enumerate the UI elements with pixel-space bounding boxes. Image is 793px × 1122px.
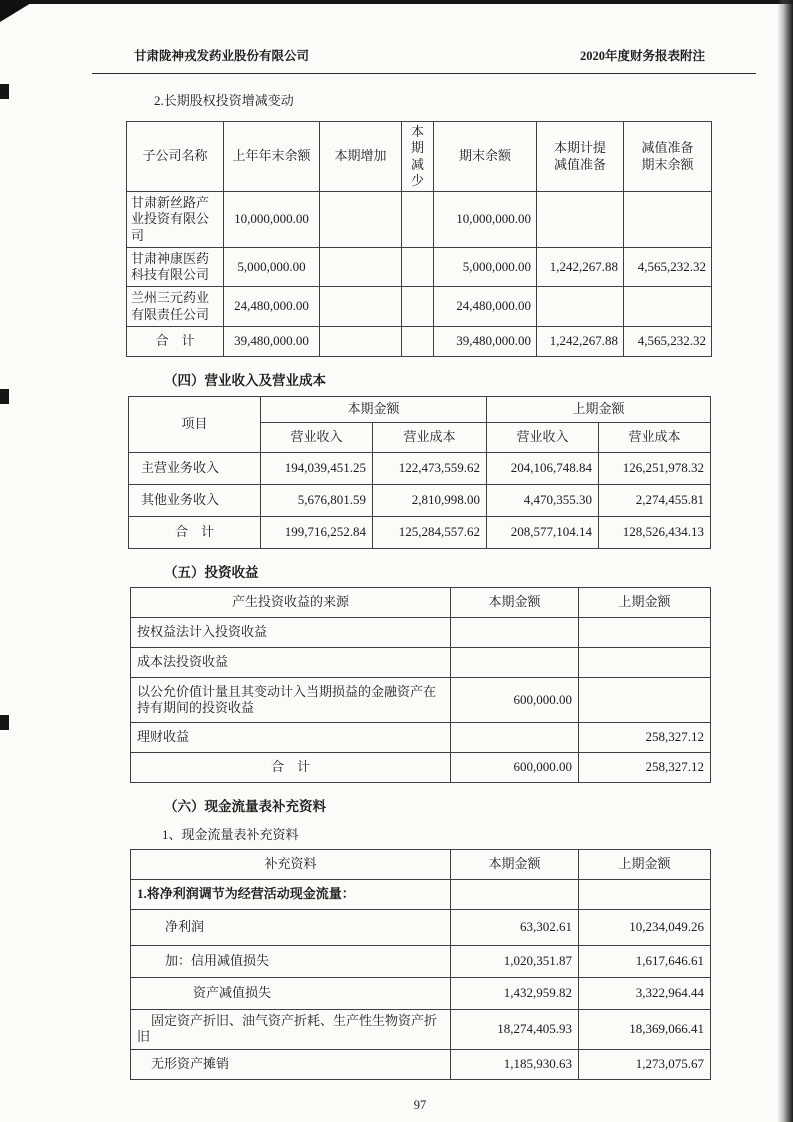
- table-cell: [320, 326, 402, 356]
- scan-corner-artifact: [0, 0, 36, 22]
- table-cell: 1,020,351.87: [451, 945, 579, 977]
- table-cell: [320, 192, 402, 248]
- scan-mark-artifact: [0, 84, 9, 99]
- table-cell: 4,565,232.32: [624, 247, 712, 287]
- table-cell: 258,327.12: [579, 752, 711, 782]
- table-cell: 1,617,646.61: [579, 945, 711, 977]
- company-name: 甘肃陇神戎发药业股份有限公司: [134, 49, 310, 63]
- table-cell: [402, 247, 434, 287]
- column-header: 营业成本: [373, 422, 487, 452]
- table-row: [129, 484, 711, 516]
- table-row: [131, 1009, 711, 1049]
- table-cell: 18,369,066.41: [579, 1009, 711, 1049]
- scan-edge-top: [0, 0, 793, 4]
- table-cell: 258,327.12: [579, 722, 711, 752]
- table-cell: 128,526,434.13: [599, 516, 711, 548]
- table-cell: 理财收益: [131, 722, 451, 752]
- table-cell: [451, 879, 579, 909]
- table-cell: 1,242,267.88: [537, 326, 624, 356]
- column-header: 项目: [129, 396, 261, 452]
- table-cell: 39,480,000.00: [434, 326, 537, 356]
- table-cell: 122,473,559.62: [373, 452, 487, 484]
- table-cell: 194,039,451.25: [261, 452, 373, 484]
- table-row: [127, 287, 712, 327]
- table-cell: 1,242,267.88: [537, 247, 624, 287]
- table-cell: 63,302.61: [451, 909, 579, 945]
- table-cell: [402, 287, 434, 327]
- table-row: [127, 247, 712, 287]
- scan-mark-artifact: [0, 715, 9, 730]
- table-row: [131, 945, 711, 977]
- table-cell: 4,470,355.30: [487, 484, 599, 516]
- table-cell: [624, 192, 712, 248]
- table-row: [131, 909, 711, 945]
- table-cell: 1.将净利润调节为经营活动现金流量：: [131, 879, 451, 909]
- table-cell: 5,676,801.59: [261, 484, 373, 516]
- table-cell: 按权益法计入投资收益: [131, 617, 451, 647]
- column-header: 本期金额: [451, 849, 579, 879]
- column-header: 上期金额: [579, 587, 711, 617]
- column-header: 营业成本: [599, 422, 711, 452]
- table-cell: 199,716,252.84: [261, 516, 373, 548]
- table-row: [131, 647, 711, 677]
- table-cell: 125,284,557.62: [373, 516, 487, 548]
- column-header: 子公司名称: [127, 122, 224, 192]
- revenue-cost-table: [128, 396, 711, 549]
- column-header: 本期计提减值准备: [537, 122, 624, 192]
- table-cell: 24,480,000.00: [224, 287, 320, 327]
- column-header: 本期增加: [320, 122, 402, 192]
- column-group-header: 上期金额: [487, 396, 711, 422]
- table-row: [131, 617, 711, 647]
- scan-mark-artifact: [0, 389, 9, 404]
- table-cell: [320, 247, 402, 287]
- table-cell: 2,810,998.00: [373, 484, 487, 516]
- section-title-revenue: （四）营业收入及营业成本: [164, 372, 326, 388]
- table-cell: [451, 722, 579, 752]
- table-header-row: [131, 849, 711, 879]
- table-cell: 3,322,964.44: [579, 977, 711, 1009]
- section-title-equity: 2.长期股权投资增减变动: [154, 93, 294, 108]
- table-cell: 1,273,075.67: [579, 1049, 711, 1079]
- table-cell: 10,000,000.00: [434, 192, 537, 248]
- column-header: 上期金额: [579, 849, 711, 879]
- table-cell: 5,000,000.00: [434, 247, 537, 287]
- table-row: [131, 977, 711, 1009]
- table-cell: 兰州三元药业有限责任公司: [127, 287, 224, 327]
- table-cell: [579, 879, 711, 909]
- header-divider: [92, 73, 756, 74]
- table-cell: [579, 647, 711, 677]
- document-title: 2020年度财务报表附注: [579, 49, 705, 63]
- table-cell: 18,274,405.93: [451, 1009, 579, 1049]
- column-header: 上年年末余额: [224, 122, 320, 192]
- table-row: [127, 192, 712, 248]
- column-header: 期末余额: [434, 122, 537, 192]
- table-cell: 204,106,748.84: [487, 452, 599, 484]
- column-header: 营业收入: [261, 422, 373, 452]
- table-cell: 无形资产摊销: [131, 1049, 451, 1079]
- table-cell: 1,185,930.63: [451, 1049, 579, 1079]
- table-header-row: [131, 587, 711, 617]
- column-group-header: 本期金额: [261, 396, 487, 422]
- table-row: [131, 722, 711, 752]
- table-header-row: [129, 396, 711, 422]
- table-cell: 126,251,978.32: [599, 452, 711, 484]
- table-cell: 4,565,232.32: [624, 326, 712, 356]
- table-total-row: [127, 326, 712, 356]
- table-cell: 1,432,959.82: [451, 977, 579, 1009]
- column-header: 减值准备期末余额: [624, 122, 712, 192]
- section-title-investment: （五）投资收益: [164, 564, 259, 580]
- table-cell: 合 计: [131, 752, 451, 782]
- table-cell: 600,000.00: [451, 752, 579, 782]
- table-cell: [624, 287, 712, 327]
- table-cell: [579, 617, 711, 647]
- table-cell: 39,480,000.00: [224, 326, 320, 356]
- page-header: [134, 46, 705, 64]
- table-cell: 以公允价值计量且其变动计入当期损益的金融资产在持有期间的投资收益: [131, 677, 451, 722]
- subsection-title-cashflow: 1、现金流量表补充资料: [162, 826, 299, 842]
- section-title-cashflow: （六）现金流量表补充资料: [164, 798, 326, 814]
- table-cell: [451, 647, 579, 677]
- table-header-row: [127, 122, 712, 192]
- table-row: [129, 452, 711, 484]
- table-cell: 加：信用减值损失: [131, 945, 451, 977]
- table-cell: 合 计: [129, 516, 261, 548]
- table-cell: 资产减值损失: [131, 977, 451, 1009]
- scan-edge-right: [777, 0, 793, 1122]
- table-row: [131, 1049, 711, 1079]
- equity-investment-table: [126, 121, 712, 357]
- table-total-row: [129, 516, 711, 548]
- cashflow-supplement-table: [130, 849, 711, 1080]
- table-cell: 主营业务收入: [129, 452, 261, 484]
- column-header: 本期减少: [402, 122, 434, 192]
- table-cell: 2,274,455.81: [599, 484, 711, 516]
- page-number: 97: [413, 1097, 427, 1112]
- table-cell: [537, 192, 624, 248]
- table-cell: 甘肃新丝路产业投资有限公司: [127, 192, 224, 248]
- column-header: 本期金额: [451, 587, 579, 617]
- table-cell: 10,000,000.00: [224, 192, 320, 248]
- table-row: [131, 677, 711, 722]
- table-cell: 其他业务收入: [129, 484, 261, 516]
- column-header: 补充资料: [131, 849, 451, 879]
- table-cell: 合 计: [127, 326, 224, 356]
- table-cell: [537, 287, 624, 327]
- table-cell: 甘肃神康医药科技有限公司: [127, 247, 224, 287]
- table-total-row: [131, 752, 711, 782]
- table-cell: [320, 287, 402, 327]
- table-cell: [451, 617, 579, 647]
- table-cell: 净利润: [131, 909, 451, 945]
- investment-income-table: [130, 587, 711, 783]
- column-header: 营业收入: [487, 422, 599, 452]
- table-row: [131, 879, 711, 909]
- table-cell: 10,234,049.26: [579, 909, 711, 945]
- table-cell: 5,000,000.00: [224, 247, 320, 287]
- column-header: 产生投资收益的来源: [131, 587, 451, 617]
- table-cell: [402, 326, 434, 356]
- table-cell: 成本法投资收益: [131, 647, 451, 677]
- table-cell: 固定资产折旧、油气资产折耗、生产性生物资产折旧: [131, 1009, 451, 1049]
- table-cell: 600,000.00: [451, 677, 579, 722]
- table-cell: 208,577,104.14: [487, 516, 599, 548]
- table-cell: 24,480,000.00: [434, 287, 537, 327]
- table-cell: [579, 677, 711, 722]
- table-cell: [402, 192, 434, 248]
